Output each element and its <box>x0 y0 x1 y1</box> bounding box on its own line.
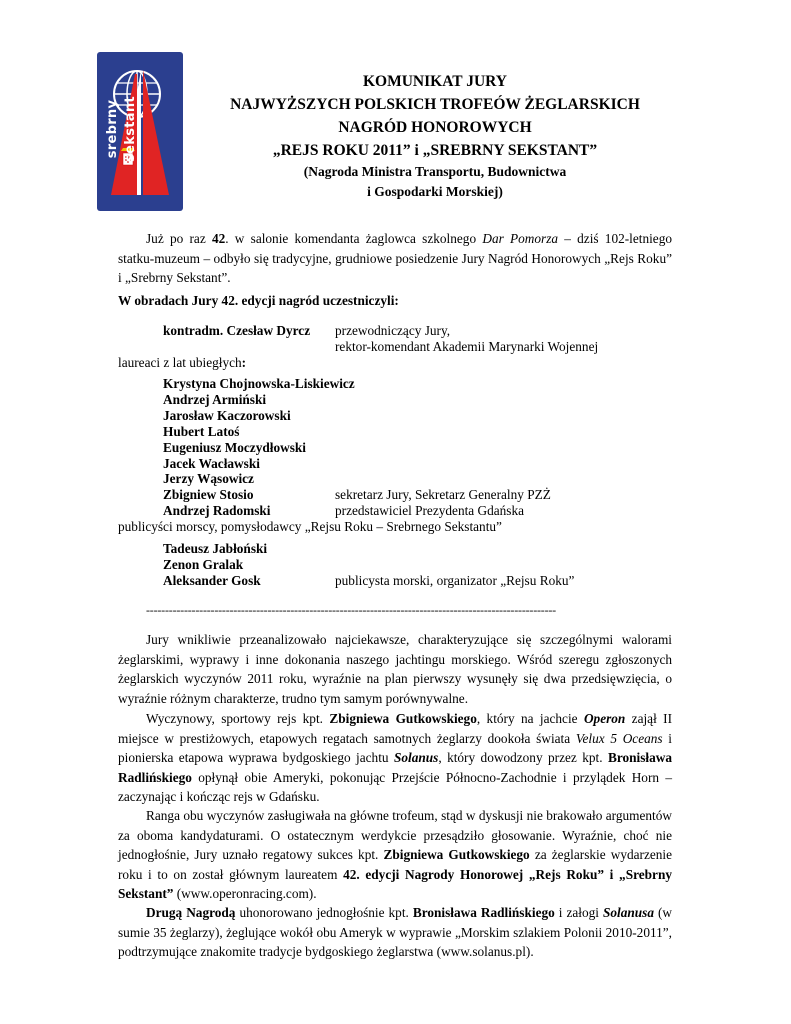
laureates-label-text: laureaci z lat ubiegłych <box>118 355 242 370</box>
laureate-role: przedstawiciel Prezydenta Gdańska <box>335 503 525 518</box>
laureate-name: Jarosław Kaczorowski <box>163 408 291 423</box>
para-text: (www.operonracing.com). <box>173 886 317 901</box>
yacht-name: Solanusa <box>602 905 654 920</box>
para-text: uhonorowano jednogłośnie kpt. <box>235 905 413 920</box>
para-text: i pionierska etapowa wyprawa bydgoskiego jachtu <box>118 730 672 765</box>
jury-heading: W obradach Jury 42. edycji nagród uczestniczyli: <box>118 293 399 308</box>
second-prize-label: Drugą Nagrodą <box>146 905 236 920</box>
publicist-name: Tadeusz Jabłoński <box>163 541 268 556</box>
race-name: Velux 5 Oceans <box>575 730 663 746</box>
title-line-4: „REJS ROKU 2011” i „SREBRNY SEKSTANT” <box>272 142 598 159</box>
publicists-label: publicyści morscy, pomysłodawcy „Rejsu Roku – Srebrnego Sekstantu” <box>118 519 502 534</box>
title-line-2: NAJWYŻSZYCH POLSKICH TROFEÓW ŻEGLARSKICH <box>230 96 640 113</box>
paragraph-analysis: Jury wnikliwie przeanalizowało najciekawsze, charakteryzujące się szczególnymi walorami żeglarskimi, wyprawy i inne dokonania naszego jachtingu morskiego. Wśród szeregu zgłoszonych żeglarskich wyczynów 2011 roku, wyraźnie na plan pierwszy wysunęły się dwa przedsięwzięcia, o wyraźnie różnym charakterze, trudno tym samym porównywalne. <box>118 632 672 706</box>
laureate-name: Andrzej Radomski <box>163 503 271 518</box>
para-text: (w sumie 35 żeglarzy), żeglujące wokół obu Ameryk w wyprawie „Morskim szlakiem Polonii 2010-2011”, podtrzymujące znakomite tradycje bydgoskiego żeglarstwa (www.solanus.pl). <box>118 905 672 959</box>
laureate-name: Eugeniusz Moczydłowski <box>163 440 306 455</box>
laureate-name: Jacek Wacławski <box>163 456 260 471</box>
award-name: 42. edycji Nagrody Honorowej „Rejs Roku” i „Srebrny Sekstant” <box>118 866 672 901</box>
jury-chair-role-2: rektor-komendant Akademii Marynarki Wojennej <box>335 339 599 354</box>
para-text: Wyczynowy, sportowy rejs kpt. <box>146 711 330 726</box>
para-text: i załogi <box>554 905 603 920</box>
para-text: opłynął obie Ameryki, pokonując Przejście Północno-Zachodnie i przylądek Horn – zaczynając i kończąc rejs w Gdańsku. <box>118 769 672 804</box>
intro-edition-number: 42 <box>211 231 226 246</box>
para-text: zajął II miejsce w prestiżowych, etapowych regatach samotnych żeglarzy dookoła świata <box>118 711 673 746</box>
para-text: za żeglarskie wydarzenie roku i to on został głównym laureatem <box>118 847 673 882</box>
intro-text: – dziś 102-letniego statku-muzeum – odbyło się tradycyjne, grudniowe posiedzenie Jury Nagród Honorowych „Rejs Roku” i „Srebrny Sekstant”. <box>118 231 672 285</box>
paragraph-verdict <box>118 806 672 904</box>
intro-paragraph <box>118 229 672 288</box>
logo-title-rejs-roku: rejs roku <box>221 123 235 185</box>
laureates-label <box>118 355 246 371</box>
paragraph-candidates <box>118 709 672 807</box>
intro-text: Już po raz <box>146 231 212 246</box>
title-line-1: KOMUNIKAT JURY <box>363 73 507 90</box>
laureate-name: Andrzej Armiński <box>163 392 267 407</box>
laureate-name: Hubert Latoś <box>163 424 240 439</box>
yacht-name: Solanus <box>393 750 439 765</box>
laureates-label-colon: : <box>241 355 247 370</box>
laureate-role: sekretarz Jury, Sekretarz Generalny PZŻ <box>335 487 551 502</box>
para-text: , który na jachcie <box>476 711 584 726</box>
skipper-name: Bronisława Radlińskiego <box>412 905 555 920</box>
separator-line: ------------------------------------------------------------------------------------------------------------ <box>146 603 556 617</box>
paragraph-second-prize <box>118 903 672 962</box>
skipper-name: Zbigniewa Gutkowskiego <box>383 847 530 862</box>
jury-chair-name: kontradm. Czesław Dyrcz <box>163 323 311 338</box>
publicist-name: Aleksander Gosk <box>163 573 261 588</box>
skipper-name: Zbigniewa Gutkowskiego <box>329 711 477 726</box>
laureate-name: Zbigniew Stosio <box>163 487 254 502</box>
page-title <box>185 70 685 202</box>
srebrny-sekstant-logo <box>97 52 235 211</box>
intro-ship-name: Dar Pomorza <box>482 231 559 246</box>
para-text: , który dowodzony przez kpt. <box>438 750 608 765</box>
logo-title-srebrny-sekstant: srebrny sekstant <box>105 96 138 162</box>
para-text: Ranga obu wyczynów zasługiwała na główne trofeum, stąd w dyskusji nie brakowało argumentów za oboma kandydaturami. O ostatecznym werdykcie przesądziło głosowanie. Wyraźnie, choć nie jednogłośnie, Jury uznało regatowy sukces kpt. <box>118 808 672 862</box>
title-line-6: i Gospodarki Morskiej) <box>367 184 503 199</box>
skipper-name: Bronisława Radlińskiego <box>118 750 672 785</box>
intro-text: . w salonie komendanta żaglowca szkolnego <box>225 231 483 246</box>
title-line-5: (Nagroda Ministra Transportu, Budownictwa <box>303 164 567 179</box>
laureate-name: Jerzy Wąsowicz <box>163 471 254 486</box>
publicist-role: publicysta morski, organizator „Rejsu Roku” <box>335 573 575 588</box>
jury-chair-role: przewodniczący Jury, <box>335 323 451 338</box>
publicist-name: Zenon Gralak <box>163 557 244 572</box>
title-line-3: NAGRÓD HONOROWYCH <box>338 119 532 136</box>
yacht-name: Operon <box>583 711 626 726</box>
laureate-name: Krystyna Chojnowska-Liskiewicz <box>163 376 355 391</box>
